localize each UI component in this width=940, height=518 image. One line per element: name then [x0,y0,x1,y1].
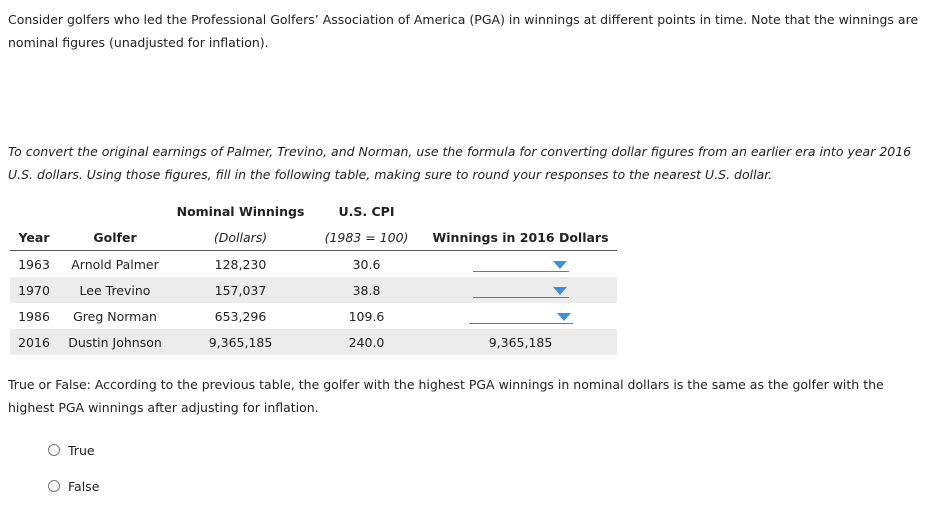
cell-year: 1963 [18,256,50,272]
header-nominal: Nominal Winnings [176,203,305,219]
table-row [10,277,617,303]
table-row [10,303,617,329]
option-false[interactable] [48,477,99,495]
cell-cpi: 30.6 [352,256,381,272]
header-winnings-2016: Winnings in 2016 Dollars [424,224,617,251]
header-nominal-unit: (Dollars) [172,224,309,251]
table-row [10,251,617,278]
cell-year: 2016 [10,329,58,355]
cell-cpi: 109.6 [348,308,385,324]
intro-text: Consider golfers who led the Professional Golfers’ Association of America (PGA) in winnings at different points in time. Note that the winnings are nominal figures (unadjusted for inflation). [8,12,919,50]
header-cpi-base: (1983 = 100) [309,224,424,251]
header-year: Year [10,224,58,251]
cell-nominal: 653,296 [214,308,267,324]
instructions-text: To convert the original earnings of Palmer, Trevino, and Norman, use the formula for converting dollar figures from an earlier era into year 2016 U.S. dollars. Using those figures, fill in the following table, making sure to round your responses to the nearest U.S. dollar. [8,144,912,182]
cell-golfer: Arnold Palmer [71,256,159,272]
cell-golfer: Greg Norman [73,308,157,324]
winnings-dropdown-palmer[interactable] [473,257,569,272]
header-cpi: U.S. CPI [338,203,395,219]
true-false-question: True or False: According to the previous table, the golfer with the highest PGA winnings in nominal dollars is the same as the golfer with the highest PGA winnings after adjusting for inflation. [8,377,884,415]
cell-cpi: 38.8 [309,277,424,303]
winnings-dropdown-norman[interactable] [469,309,573,324]
cell-winnings-2016: 9,365,185 [424,329,617,355]
cell-cpi: 240.0 [309,329,424,355]
radio-button[interactable] [48,444,60,456]
cell-nominal: 9,365,185 [172,329,309,355]
table-row [10,329,617,355]
cell-golfer: Lee Trevino [58,277,172,303]
chevron-down-icon [553,261,567,269]
chevron-down-icon [553,287,567,295]
golfer-table [10,198,617,355]
cell-nominal: 128,230 [214,256,267,272]
cell-nominal: 157,037 [172,277,309,303]
radio-button[interactable] [48,480,60,492]
cell-year: 1986 [18,308,50,324]
header-golfer: Golfer [58,224,172,251]
option-label: False [68,478,100,494]
cell-golfer: Dustin Johnson [58,329,172,355]
winnings-dropdown-trevino[interactable] [473,283,569,298]
chevron-down-icon [557,313,571,321]
option-label: True [68,442,95,458]
cell-year: 1970 [10,277,58,303]
option-true[interactable] [48,441,95,459]
